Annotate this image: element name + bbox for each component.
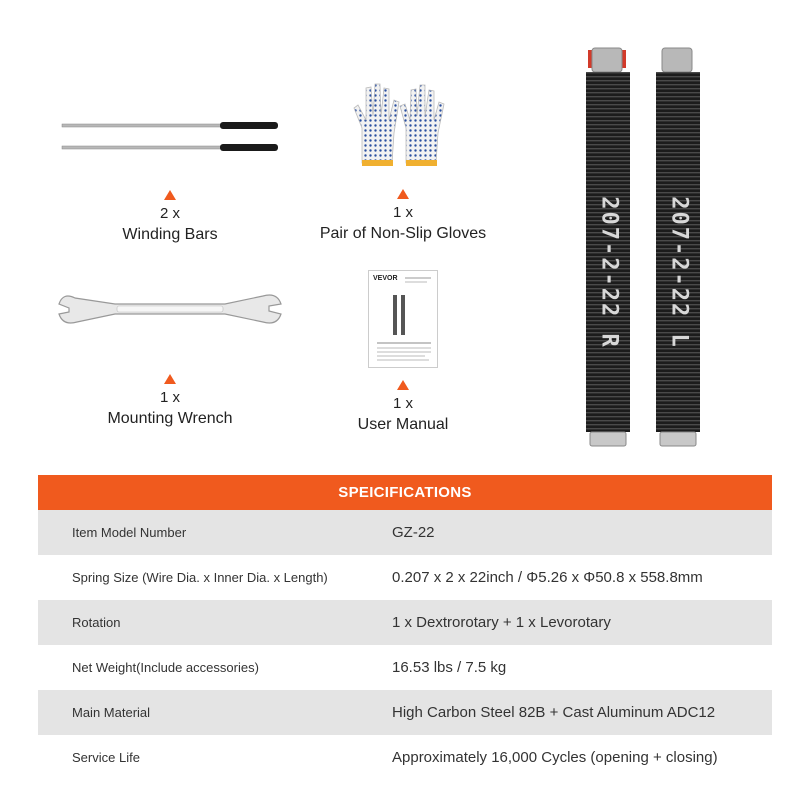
spec-rows [38, 510, 772, 780]
spec-label: Rotation [72, 615, 121, 630]
manual-brand: VEVOR [373, 275, 398, 282]
spring-label-l: 207-2-22 L [666, 196, 692, 349]
spec-label: Item Model Number [72, 525, 187, 540]
accessory-name: Pair of Non-Slip Gloves [319, 225, 487, 242]
accessory-name: User Manual [357, 416, 449, 433]
table-row [38, 510, 772, 555]
spec-value: Approximately 16,000 Cycles (opening + closing) [392, 749, 718, 766]
accessory-qty: 2 x [159, 205, 180, 222]
accessory-name: Winding Bars [122, 226, 218, 243]
pointer-arrow-icon [164, 190, 176, 200]
accessory-manual [283, 270, 523, 436]
spec-value: 1 x Dextrorotary + 1 x Levorotary [392, 614, 611, 631]
specifications-table [38, 475, 772, 780]
pointer-arrow-icon [164, 374, 176, 384]
accessory-gloves [283, 78, 523, 245]
spec-label: Spring Size (Wire Dia. x Inner Dia. x Length) [72, 570, 328, 585]
accessory-name: Mounting Wrench [107, 410, 233, 427]
winding-bars-icon [60, 110, 280, 170]
accessory-winding-bars [50, 110, 290, 246]
spec-value: GZ-22 [392, 524, 435, 541]
torsion-springs-image [572, 40, 772, 460]
accessory-qty: 1 x [392, 395, 413, 412]
table-row [38, 555, 772, 600]
spec-label: Main Material [72, 705, 151, 720]
pointer-arrow-icon [397, 380, 409, 390]
table-row [38, 645, 772, 690]
spec-value: 0.207 x 2 x 22inch / Φ5.26 x Φ50.8 x 558.8mm [392, 569, 703, 586]
spec-value: 16.53 lbs / 7.5 kg [392, 659, 507, 676]
accessory-qty: 1 x [392, 204, 413, 221]
specifications-title: SPEICIFICATIONS [38, 475, 772, 510]
accessory-qty: 1 x [159, 389, 180, 406]
table-row [38, 735, 772, 780]
spring-label-r: 207-2-22 R [596, 196, 622, 349]
gloves-icon [348, 78, 458, 173]
accessory-wrench [50, 284, 290, 430]
manual-icon [368, 270, 438, 368]
spec-value: High Carbon Steel 82B + Cast Aluminum ADC12 [392, 704, 716, 721]
wrench-icon [55, 284, 285, 334]
pointer-arrow-icon [397, 189, 409, 199]
table-row [38, 600, 772, 645]
spec-label: Net Weight(Include accessories) [72, 660, 259, 675]
spec-label: Service Life [72, 750, 140, 765]
table-row [38, 690, 772, 735]
